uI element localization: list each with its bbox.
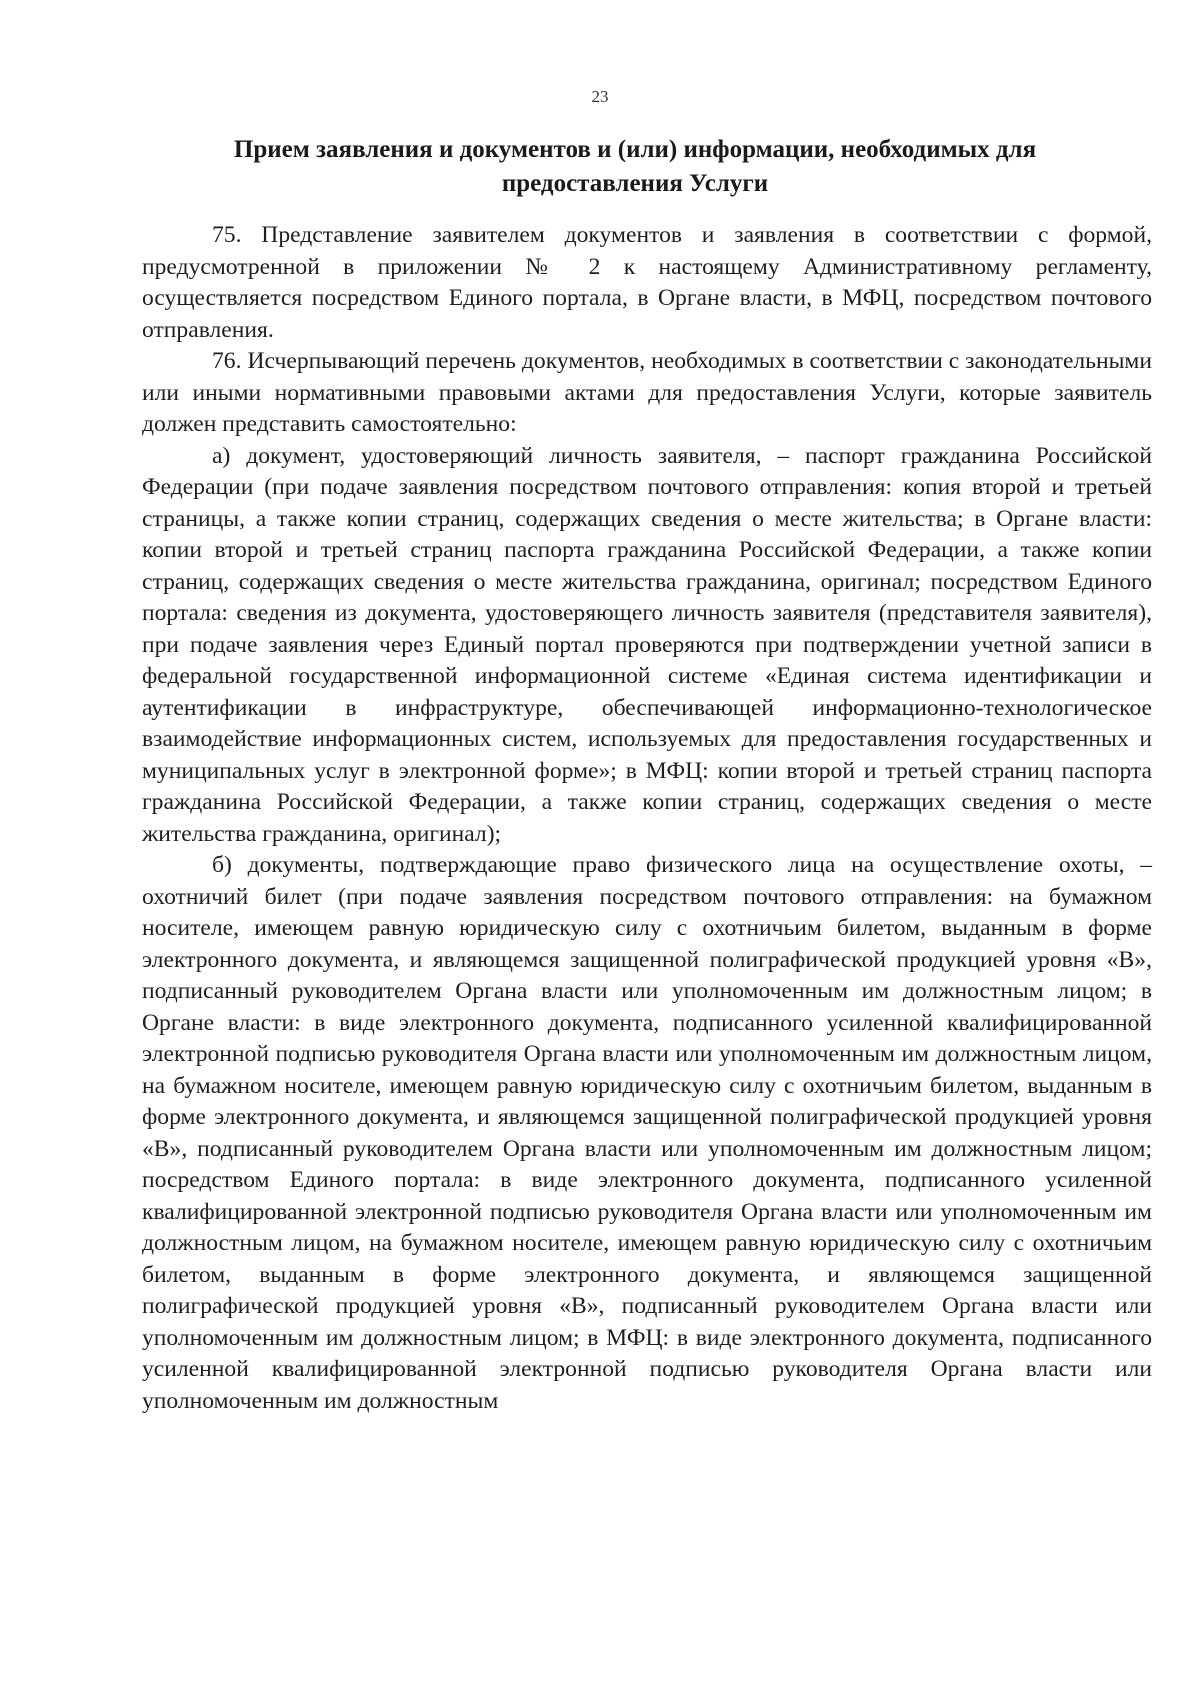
paragraph-75: 75. Представление заявителем документов и заявления в соответствии с формой, предусмотренной в приложении № 2 к настоящему Административному регламенту, осуществляется посредством Единого портала, в Органе власти, в МФЦ, посредством почтового отправления. bbox=[142, 222, 1152, 343]
paragraph-76: 76. Исчерпывающий перечень документов, необходимых в соответствии с законодательными или иными нормативными правовыми актами для предоставления Услуги, которые заявитель должен представить самостоятельно: bbox=[142, 348, 1152, 437]
section-heading: Прием заявления и документов и (или) информации, необходимых для предоставления Услуги bbox=[233, 136, 1037, 197]
document-body bbox=[142, 220, 1152, 1417]
paragraph-76-b: б) документы, подтверждающие право физического лица на осуществление охоты, – охотничий билет (при подаче заявления посредством почтового отправления: на бумажном носителе, имеющем равную юридическую силу с охотничьим билетом, выданным в форме электронного документа, и являющемся защищенной полиграфической продукцией уровня «В», подписанный руководителем Органа власти или уполномоченным им должностным лицом; в Органе власти: в виде электронного документа, подписанного усиленной квалифицированной электронной подписью руководителя Органа власти или уполномоченным им должностным лицом, на бумажном носителе, имеющем равную юридическую силу с охотничьим билетом, выданным в форме электронного документа, и являющемся защищенной полиграфической продукцией уровня «В», подписанный руководителем Органа власти или уполномоченным им должностным лицом; посредством Единого портала: в виде электронного документа, подписанного усиленной квалифицированной электронной подписью руководителя Органа власти или уполномоченным им должностным лицом, на бумажном носителе, имеющем равную юридическую силу с охотничьим билетом, выданным в форме электронного документа, и являющемся защищенной полиграфической продукцией уровня «В», подписанный руководителем Органа власти или уполномоченным им должностным лицом; в МФЦ: в виде электронного документа, подписанного усиленной квалифицированной электронной подписью руководителя Органа власти или уполномоченным им должностным bbox=[142, 852, 1152, 1414]
page-number: 23 bbox=[591, 87, 609, 106]
paragraph-76-a: а) документ, удостоверяющий личность заявителя, – паспорт гражданина Российской Федерации (при подаче заявления посредством почтового отправления: копия второй и третьей страницы, а также копии страниц, содержащих сведения о месте жительства; в Органе власти: копии второй и третьей страниц паспорта гражданина Российской Федерации, а также копии страниц, содержащих сведения о месте жительства гражданина, оригинал; посредством Единого портала: сведения из документа, удостоверяющего личность заявителя (представителя заявителя), при подаче заявления через Единый портал проверяются при подтверждении учетной записи в федеральной государственной информационной системе «Единая система идентификации и аутентификации в инфраструктуре, обеспечивающей информационно-технологическое взаимодействие информационных систем, используемых для предоставления государственных и муниципальных услуг в электронной форме»; в МФЦ: копии второй и третьей страниц паспорта гражданина Российской Федерации, а также копии страниц, содержащих сведения о месте жительства гражданина, оригинал); bbox=[142, 442, 1152, 847]
